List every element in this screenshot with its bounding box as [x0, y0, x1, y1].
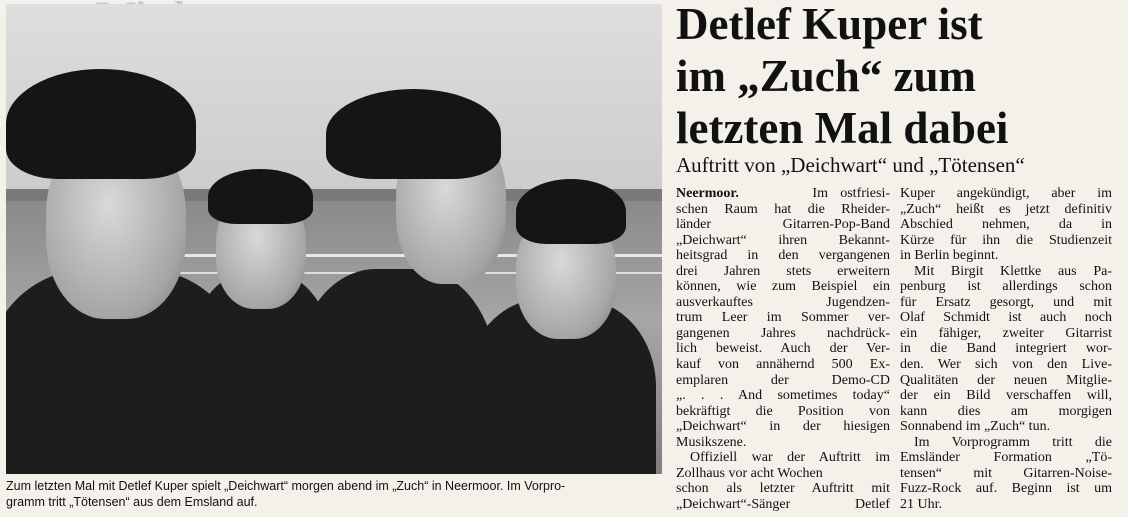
- band-photo: [6, 4, 662, 474]
- article-line: in die Band integriert wor-: [900, 341, 1112, 357]
- article-line: trum Leer im Sommer ver-: [676, 310, 890, 326]
- article-line: „Deichwart“ ihren Bekannt-: [676, 232, 890, 248]
- article-line: lich beweist. Auch der Ver-: [676, 341, 890, 357]
- article-line: der ein Bild verschaffen will,: [900, 388, 1112, 404]
- article-line: Neermoor. Im ostfriesi-: [676, 186, 891, 201]
- article-line: schon als letzter Auftritt mit: [676, 481, 890, 497]
- article-line: Olaf Schmidt ist auch noch: [900, 310, 1112, 326]
- article-line: Mit Birgit Klettke aus Pa-: [914, 263, 1112, 279]
- dateline: Neermoor.: [676, 186, 739, 201]
- article-line: gangenen Jahres nachdrück-: [676, 325, 890, 341]
- article-line: Kuper angekündigt, aber im: [900, 186, 1112, 201]
- article-line: für Ersatz gesorgt, und mit: [900, 294, 1112, 310]
- article-line: Fuzz-Rock auf. Beginn ist um: [900, 481, 1112, 497]
- article-line: Im Vorprogramm tritt die: [914, 434, 1112, 450]
- headline-line-2: im „Zuch“ zum: [676, 51, 977, 101]
- article-line: länder Gitarren-Pop-Band: [676, 217, 890, 233]
- article-line: Musikszene.: [676, 434, 747, 450]
- article-line: kauf von annähernd 500 Ex-: [676, 357, 890, 373]
- article-column-1: [676, 186, 890, 512]
- article-line: Offiziell war der Auftritt im: [690, 450, 890, 466]
- headline-line-1: Detlef Kuper ist: [676, 0, 983, 49]
- article-line: kann dies am morgigen: [900, 403, 1112, 419]
- caption-line-2: gramm tritt „Tötensen“ aus dem Emsland auf.: [6, 495, 258, 509]
- subheadline: Auftritt von „Deichwart“ und „Tötensen“: [676, 153, 1025, 177]
- article-line: tensen“ mit Gitarren-Noise-: [900, 465, 1112, 481]
- article-column-2: [900, 186, 1112, 512]
- photo-caption: [6, 478, 666, 510]
- article-line: Emsländer Formation „Tö-: [900, 450, 1112, 466]
- article-line: schen Raum hat die Rheider-: [676, 201, 890, 217]
- article-line: penburg ist allerdings schon: [900, 279, 1112, 295]
- article-line: können, wie zum Beispiel ein: [676, 279, 890, 295]
- headline: [676, 0, 1126, 154]
- article-line: bekräftigt die Position von: [676, 403, 890, 419]
- article-line: „. . . And sometimes today“: [676, 388, 890, 404]
- article-line: emplaren der Demo-CD: [676, 372, 890, 388]
- article-line: Kürze für ihn die Studienzeit: [900, 232, 1112, 248]
- article-line: in Berlin beginnt.: [900, 248, 999, 264]
- caption-line-1: Zum letzten Mal mit Detlef Kuper spielt „Deichwart“ morgen abend im „Zuch“ in Neermoor. Im Vorpro-: [6, 479, 566, 493]
- article-line: ausverkauftes Jugendzen-: [676, 294, 890, 310]
- article-line: Sonnabend im „Zuch“ tun.: [900, 419, 1051, 435]
- article-line: „Deichwart“ in der hiesigen: [676, 419, 890, 435]
- article-line: Qualitäten der neuen Mitglie-: [900, 372, 1112, 388]
- article-line: drei Jahren stets erweitern: [676, 263, 890, 279]
- article-line: heitsgrad in den vergangenen: [676, 248, 890, 264]
- article-line: „Deichwart“-Sänger Detlef: [676, 496, 890, 512]
- article-line: „Zuch“ heißt es jetzt definitiv: [900, 201, 1112, 217]
- article-line: Abschied nehmen, da in: [900, 217, 1112, 233]
- article-line: ein fähiger, zweiter Gitarrist: [900, 325, 1112, 341]
- headline-line-3: letzten Mal dabei: [676, 103, 1009, 153]
- article-line: den. Wer sich von den Live-: [900, 357, 1112, 373]
- article-line: 21 Uhr.: [900, 496, 942, 512]
- article-line: Zollhaus vor acht Wochen: [676, 465, 823, 481]
